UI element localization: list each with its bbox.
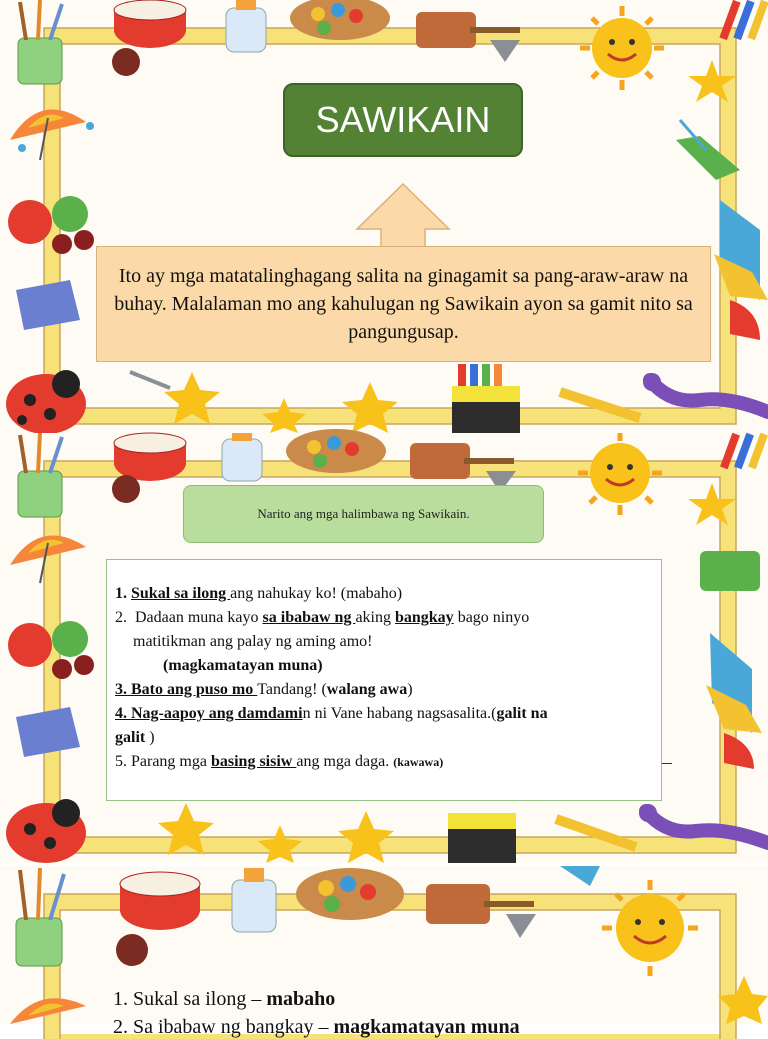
- list-item-continuation: galit ): [115, 729, 155, 746]
- crayon-box-icon: [452, 364, 520, 433]
- paintbrush-cup-icon: [18, 0, 62, 84]
- list-item: 2. Dadaan muna kayo sa ibabaw ng aking bangkay bago ninyo: [115, 609, 530, 626]
- stray-dash: [662, 763, 672, 764]
- list-item: 3. Bato ang puso mo Tandang! (walang awa): [115, 681, 413, 698]
- glue-bottle-icon: [232, 868, 276, 932]
- star-icon: [342, 382, 398, 433]
- paint-palette-icon: [286, 429, 386, 473]
- list-item-meaning: (magkamatayan muna): [163, 657, 323, 674]
- list-item: 1. Sukal sa ilong ang nahukay ko! (mabaho): [115, 585, 403, 602]
- examples-list: [106, 559, 662, 801]
- slide-title: SAWIKAIN: [283, 83, 523, 157]
- star-icon: [258, 825, 302, 863]
- list-item: 4. Nag-aapoy ang damdamin ni Vane habang nagsasalita.(galit na: [115, 705, 548, 722]
- drum-icon: [112, 433, 186, 503]
- sun-icon: [602, 880, 698, 976]
- up-arrow-icon: [355, 183, 451, 249]
- answer-line: 1. Sukal sa ilong – mabaho: [113, 988, 336, 1010]
- ladybug-icon: [6, 799, 86, 863]
- watering-can-icon: [700, 551, 762, 769]
- list-item: 5. Parang mga basing sisiw ang mga daga. (kawawa): [115, 753, 444, 770]
- glue-bottle-icon: [226, 0, 266, 52]
- sun-icon: [578, 433, 662, 515]
- crayon-box-icon: [719, 0, 768, 40]
- paint-palette-icon: [296, 868, 404, 920]
- star-icon: [262, 398, 306, 433]
- slide-2: [0, 433, 768, 863]
- crayon-box-icon: [448, 813, 516, 863]
- definition-box: Ito ay mga matatalinghagang salita na ginagamit sa pang-araw-araw na buhay. Malalaman mo ang kahulugan ng Sawikain ayon sa gamit nito sa pangungusap.: [96, 246, 711, 362]
- star-icon: [338, 811, 394, 863]
- slide-3: [0, 866, 768, 1038]
- sun-icon: [580, 6, 664, 90]
- drum-icon: [116, 872, 200, 966]
- drum-icon: [112, 0, 186, 76]
- answer-line: 2. Sa ibabaw ng bangkay – magkamatayan muna: [113, 1016, 520, 1038]
- slide-1: [0, 0, 768, 433]
- glue-bottle-icon: [222, 433, 262, 481]
- shovel-icon: [426, 884, 536, 938]
- worm-icon: [643, 373, 768, 412]
- paintbrush-cup-icon: [18, 433, 62, 517]
- crayon-box-icon: [720, 433, 768, 470]
- list-item-continuation: matitikman ang palay ng aming amo!: [133, 633, 373, 650]
- ladybug-icon: [6, 370, 86, 434]
- examples-banner: Narito ang mga halimbawa ng Sawikain.: [183, 485, 544, 543]
